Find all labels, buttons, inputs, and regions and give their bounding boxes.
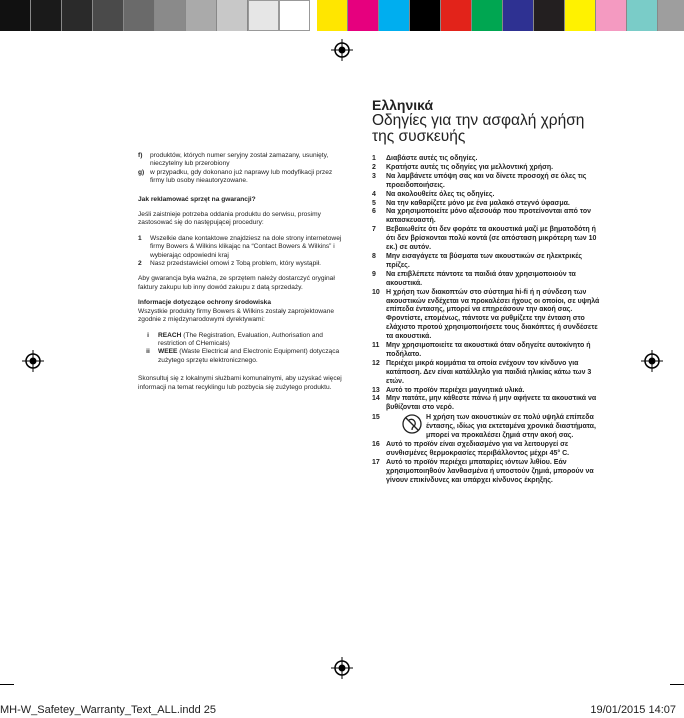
item-text: Διαβάστε αυτές τις οδηγίες. [386, 155, 478, 162]
color-swatch [155, 0, 186, 31]
list-item [372, 208, 600, 226]
page-title: Οδηγίες για την ασφαλή χρήση της συσκευής [372, 112, 585, 145]
item-number: 4 [372, 190, 376, 198]
item-number: ii [146, 348, 150, 356]
registration-mark-icon [22, 350, 44, 372]
paragraph: Wszystkie produkty firmy Bowers & Wilkins zostały zaprojektowane zgodnie z międzynarodowymi dyrektywami: [138, 307, 335, 324]
item-text: Αυτό το προϊόν περιέχει μπαταρίες ιόντων λιθίου. Εάν χρησιμοποιηθούν λανθασμένα ή υποστούν ζημιά, μπορούν να γίνουν επικίνδυνες και υπάρχει κίνδυνος έκρηξης. [386, 458, 594, 484]
list-item [372, 164, 600, 173]
item-text: produktów, których numer seryjny został zamazany, usunięty, nieczytelny lub przerobiony [150, 152, 329, 168]
directive-name: WEEE [158, 348, 178, 356]
section-heading: Jak reklamować sprzęt na gwarancji? [138, 195, 256, 203]
item-number: 13 [372, 386, 380, 394]
color-swatch [596, 0, 627, 31]
color-swatch [93, 0, 124, 31]
hearing-damage-warning-icon [402, 414, 422, 434]
item-number: 2 [372, 163, 376, 171]
item-number: 8 [372, 252, 376, 260]
item-text: (The Registration, Evaluation, Authorisation and restriction of CHemicals) [158, 331, 323, 347]
item-number: 2 [138, 260, 142, 268]
paragraph: Skonsultuj się z lokalnymi służbami komunalnymi, aby uzyskać więcej informacji na temat recyklingu lub pozbycia się zużytego produktu. [138, 375, 342, 391]
list-item [138, 260, 343, 268]
color-swatch [472, 0, 503, 31]
file-slug: MH-W_Safetey_Warranty_Text_ALL.indd 25 [0, 704, 217, 716]
color-swatch [0, 0, 31, 31]
item-text: Να χρησιμοποιείτε μόνο αξεσουάρ που προτείνονται από τον κατασκευαστή. [386, 208, 591, 225]
list-item [372, 395, 600, 413]
directive-name: REACH [158, 331, 182, 339]
item-number: 17 [372, 458, 380, 466]
item-number: 11 [372, 342, 380, 350]
item-number: 14 [372, 395, 380, 403]
list-item [372, 173, 600, 191]
registration-mark-icon [641, 350, 663, 372]
list-item [138, 348, 343, 365]
item-text: Να λαμβάνετε υπόψη σας και να δίνετε προσοχή σε όλες τις προειδοποιήσεις. [386, 172, 587, 189]
item-number: 1 [138, 234, 142, 242]
item-number: i [147, 331, 149, 339]
list-item [372, 253, 600, 271]
color-swatch [658, 0, 684, 31]
language-title: Ελληνικά [372, 97, 434, 113]
list-item [372, 155, 600, 164]
crop-mark [670, 684, 684, 685]
date-slug: 19/01/2015 14:07 [590, 704, 676, 716]
list-item [372, 360, 600, 387]
color-swatch [503, 0, 534, 31]
color-swatch [441, 0, 472, 31]
color-swatch [217, 0, 248, 31]
item-number: 15 [372, 414, 380, 422]
item-text: Η χρήση των διακοπτών στο σύστημα hi-fi ή η σύνδεση των ακουστικών ενδέχεται να προκαλέσει ήχους οι οποίοι, σε υψηλά επίπεδα έντασης, μπορεί να επηρεάσουν την ακοή σας. Φροντίστε, επομένως, πάντοτε να ρυθμίζετε την ένταση στο ελάχιστο προτού χρησιμοποιήσετε τους διακόπτες ή συνδέσετε τα ακουστικά. [386, 288, 600, 341]
item-number: 5 [372, 199, 376, 207]
color-swatch [124, 0, 155, 31]
polish-column [138, 152, 343, 392]
item-text: (Waste Electrical and Electronic Equipment) dotycząca zużytego sprzętu elektronicznego. [158, 348, 340, 364]
color-swatch [534, 0, 565, 31]
list-item [372, 200, 600, 209]
item-number: 3 [372, 172, 376, 180]
list-item [372, 387, 600, 396]
list-item [138, 235, 343, 260]
section-heading: Informacje dotyczące ochrony środowiska [138, 299, 272, 307]
item-text: Η χρήση των ακουστικών σε πολύ υψηλά επίπεδα έντασης, ιδίως για εκτεταμένα χρονικά διαστήματα, μπορεί να προκαλέσει ζημιά στην ακοή σας. [426, 414, 596, 440]
registration-mark-icon [331, 39, 353, 61]
item-text: Wszelkie dane kontaktowe znajdziesz na dole strony internetowej firmy Bowers & Wilkins klikając na “Contact Bowers & Wilkins” i wybierając odpowiedni kraj [150, 234, 342, 259]
safety-list [372, 441, 600, 486]
item-text: Αυτό το προϊόν είναι σχεδιασμένο για να λειτουργεί σε συνθισμένες θερμοκρασίες περιβάλλοντος μέχρι 45° C. [386, 441, 570, 457]
color-swatch [31, 0, 62, 31]
list-item [372, 459, 600, 486]
list-item [138, 332, 343, 349]
item-number: 7 [372, 226, 376, 234]
item-number: 1 [372, 155, 376, 162]
item-text: w przypadku, gdy dokonano już naprawy lub modyfikacji przez firmy lub osoby nieautoryzowane. [150, 168, 333, 185]
greek-column [372, 97, 600, 486]
list-item [138, 152, 343, 169]
color-swatch [410, 0, 441, 31]
color-swatch [62, 0, 93, 31]
item-label: f) [138, 152, 143, 159]
safety-list [372, 155, 600, 413]
color-swatch [379, 0, 410, 31]
crop-mark [0, 684, 14, 685]
color-swatch [279, 0, 310, 31]
color-swatch [565, 0, 596, 31]
item-number: 16 [372, 441, 380, 448]
list-item [372, 289, 600, 342]
item-text: Να ακολουθείτε όλες τις οδηγίες. [386, 190, 495, 198]
list-item [138, 169, 343, 186]
list-item [372, 441, 600, 459]
item-text: Αυτό το προϊόν περιέχει μαγνητικά υλικά. [386, 386, 525, 394]
item-text: Να επιβλέπετε πάντοτε τα παιδιά όταν χρησιμοποιούν τα ακουστικά. [386, 270, 576, 287]
item-text: Μην εισαγάγετε τα βύσματα των ακουστικών σε ηλεκτρικές πρίζες. [386, 252, 583, 269]
paragraph: Jeśli zaistnieje potrzeba oddania produktu do serwisu, prosimy zastosować się do następującej procedury: [138, 211, 321, 227]
registration-mark-icon [331, 657, 353, 679]
list-item [372, 226, 600, 253]
item-label: g) [138, 168, 145, 176]
item-number: 6 [372, 208, 376, 216]
item-text: Κρατήστε αυτές τις οδηγίες για μελλοντική χρήση. [386, 163, 554, 171]
list-item [372, 414, 600, 441]
list-item [372, 342, 600, 360]
item-number: 10 [372, 288, 380, 296]
item-text: Nasz przedstawiciel omowi z Tobą problem, który wystąpił. [150, 260, 322, 268]
color-swatch [348, 0, 379, 31]
color-swatch [248, 0, 279, 31]
item-text: Περιέχει μικρά κομμάτια τα οποία ενέχουν τον κίνδυνο για κατάποση. Δεν είναι κατάλληλο για παιδιά ηλικίας κάτω των 3 ετών. [386, 359, 592, 385]
item-number: 12 [372, 359, 380, 367]
item-text: Να την καθαρίζετε μόνο με ένα μαλακό στεγνό ύφασμα. [386, 199, 570, 207]
color-swatch [317, 0, 348, 31]
list-item [372, 271, 600, 289]
item-text: Μην πατάτε, μην κάθεστε πάνω ή μην αφήνετε τα ακουστικά να βυθίζονται στο νερό. [386, 395, 597, 412]
color-calibration-bar [0, 0, 684, 31]
paragraph: Aby gwarancja była ważna, ze sprzętem należy dostarczyć oryginał faktury zakupu lub inny dowód zakupu z datą sprzedaży. [138, 275, 335, 291]
color-swatch [627, 0, 658, 31]
item-number: 9 [372, 270, 376, 278]
color-swatch [186, 0, 217, 31]
list-item [372, 191, 600, 200]
item-text: Μην χρησιμοποιείτε τα ακουστικά όταν οδηγείτε αυτοκίνητο ή ποδήλατο. [386, 342, 591, 358]
item-text: Βεβαιωθείτε ότι δεν φοράτε τα ακουστικά μαζί με βηματοδότη ή ότι δεν βρίσκονται πολύ κοντά (σε απόσταση μικρότερη των 10 εκ.) σε αυτόν. [386, 226, 597, 252]
